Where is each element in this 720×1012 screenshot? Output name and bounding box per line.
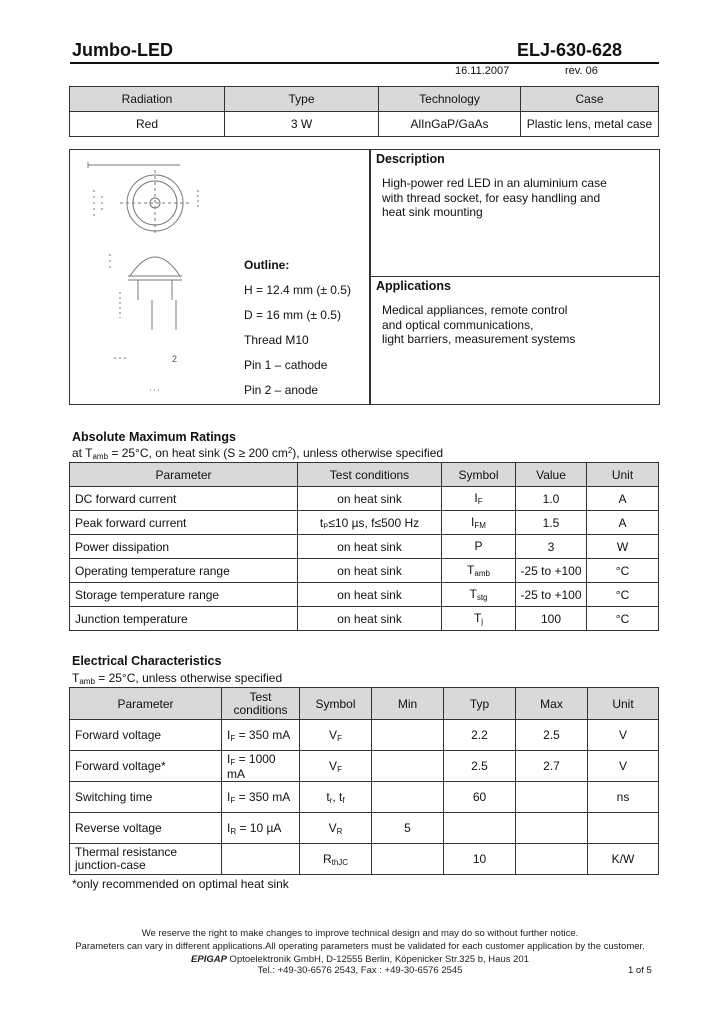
symbol-main: t: [326, 789, 330, 804]
abs-max-conditions: [72, 446, 443, 461]
document-revision: rev. 06: [565, 65, 598, 77]
electrical-row: [70, 720, 659, 751]
electrical-cond-prefix: T: [72, 671, 80, 685]
footer-parameters-note: Parameters can vary in different applications.All operating parameters must be validated for each customer application by the customer.: [75, 941, 645, 952]
electrical-symbol: [300, 782, 372, 813]
electrical-unit: V: [588, 751, 659, 782]
symbol-main-2: , t: [332, 789, 343, 804]
abs-max-unit: °C: [587, 583, 659, 607]
abs-max-cond-sup: 2: [287, 446, 293, 455]
abs-max-header-cell: Parameter: [70, 463, 298, 487]
abs-max-param: Junction temperature: [70, 607, 298, 631]
electrical-param: Forward voltage: [70, 720, 222, 751]
part-number: ELJ-630-628: [517, 40, 623, 60]
cond-post: = 350 mA: [235, 727, 291, 742]
abs-max-param: DC forward current: [70, 487, 298, 511]
summary-table: [69, 86, 659, 137]
electrical-min: [372, 844, 444, 875]
description-line: High-power red LED in an aluminium case: [382, 176, 607, 190]
summary-cell: Red: [70, 112, 225, 137]
symbol-sub: thJC: [331, 857, 349, 867]
electrical-table: [69, 687, 659, 875]
symbol-main: T: [469, 587, 477, 601]
summary-header-row: [70, 87, 659, 112]
footer-company: [0, 954, 720, 965]
electrical-cond: [222, 844, 300, 875]
description-title: Description: [376, 152, 445, 166]
description-line: with thread socket, for easy handling and: [382, 190, 601, 205]
cond-main: I: [227, 727, 231, 742]
symbol-sub: R: [336, 826, 343, 836]
abs-max-symbol: [442, 511, 516, 535]
electrical-symbol: [300, 813, 372, 844]
electrical-header-cell: Typ: [444, 688, 516, 720]
electrical-typ: 2.5: [444, 751, 516, 782]
abs-max-unit: W: [587, 535, 659, 559]
symbol-main: P: [474, 539, 483, 553]
abs-max-param: Storage temperature range: [70, 583, 298, 607]
cond-post: = 350 mA: [235, 789, 291, 804]
abs-max-header-cell: Unit: [587, 463, 659, 487]
outline-line: D = 16 mm (± 0.5): [244, 308, 341, 322]
document-date: 16.11.2007: [455, 65, 510, 77]
abs-max-cond: on heat sink: [298, 607, 442, 631]
abs-max-cond: tₚ≤10 µs, f≤500 Hz: [298, 511, 442, 535]
abs-max-unit: A: [587, 487, 659, 511]
abs-max-value: 3: [516, 535, 587, 559]
electrical-header-cell: Test conditions: [222, 688, 300, 720]
symbol-sub: FM: [474, 521, 486, 530]
applications-line: light barriers, measurement systems: [382, 332, 576, 346]
electrical-param: Thermal resistance junction-case: [70, 844, 222, 875]
abs-max-param: Peak forward current: [70, 511, 298, 535]
symbol-sub-2: f: [342, 795, 345, 805]
outline-line: Pin 1 – cathode: [244, 358, 328, 372]
electrical-symbol: [300, 751, 372, 782]
abs-max-cond-suffix: ), unless otherwise specified: [292, 446, 444, 460]
abs-max-cond-prefix: at T: [72, 446, 93, 460]
electrical-title: Electrical Characteristics: [72, 654, 222, 668]
cond-main: I: [227, 751, 231, 766]
footer-contact: Tel.: +49-30-6576 2543, Fax : +49-30-6576 2545: [257, 965, 463, 976]
abs-max-symbol: [442, 487, 516, 511]
abs-max-row: [70, 583, 659, 607]
electrical-cond: [222, 813, 300, 844]
electrical-min: 5: [372, 813, 444, 844]
abs-max-cond: on heat sink: [298, 583, 442, 607]
electrical-max: [516, 844, 588, 875]
abs-max-cond-sub: amb: [92, 452, 109, 461]
abs-max-symbol: [442, 607, 516, 631]
electrical-param: Reverse voltage: [70, 813, 222, 844]
symbol-main: V: [329, 758, 338, 773]
summary-row: [70, 112, 659, 137]
electrical-param: Switching time: [70, 782, 222, 813]
symbol-main: T: [467, 563, 475, 577]
applications-line: Medical appliances, remote control: [382, 303, 568, 317]
cond-sub: F: [230, 795, 236, 805]
electrical-row: [70, 782, 659, 813]
electrical-unit: ns: [588, 782, 659, 813]
electrical-cond: [222, 751, 300, 782]
electrical-row: [70, 813, 659, 844]
electrical-typ: 10: [444, 844, 516, 875]
applications-line: and optical communications,: [382, 317, 534, 332]
abs-max-title: Absolute Maximum Ratings: [72, 430, 236, 444]
cond-main: I: [227, 820, 231, 835]
summary-cell: AlInGaP/GaAs: [379, 112, 521, 137]
summary-header-cell: Case: [521, 87, 659, 112]
electrical-unit: [588, 813, 659, 844]
cond-sub: F: [230, 733, 236, 743]
abs-max-symbol: [442, 535, 516, 559]
footnote: *only recommended on optimal heat sink: [72, 877, 289, 891]
symbol-main: T: [473, 611, 482, 625]
description-line: heat sink mounting: [382, 205, 483, 219]
electrical-max: 2.7: [516, 751, 588, 782]
footer-disclaimer: We reserve the right to make changes to improve technical design and may do so without further notice.: [141, 928, 579, 939]
applications-text: [382, 303, 652, 347]
abs-max-value: 1.5: [516, 511, 587, 535]
abs-max-row: [70, 607, 659, 631]
abs-max-unit: °C: [587, 607, 659, 631]
abs-max-row: [70, 535, 659, 559]
abs-max-symbol: [442, 583, 516, 607]
cond-sub: R: [230, 826, 237, 836]
abs-max-value: -25 to +100: [516, 583, 587, 607]
abs-max-header-cell: Test conditions: [298, 463, 442, 487]
abs-max-value: 100: [516, 607, 587, 631]
electrical-symbol: [300, 844, 372, 875]
symbol-sub: F: [337, 764, 342, 774]
outline-line: H = 12.4 mm (± 0.5): [244, 283, 351, 297]
abs-max-param: Operating temperature range: [70, 559, 298, 583]
abs-max-value: -25 to +100: [516, 559, 587, 583]
abs-max-unit: °C: [587, 559, 659, 583]
electrical-unit: V: [588, 720, 659, 751]
description-text: [382, 176, 652, 220]
electrical-conditions: [72, 671, 282, 686]
summary-header-cell: Radiation: [70, 87, 225, 112]
page-number: 1 of 5: [628, 965, 652, 976]
cond-main: I: [227, 789, 231, 804]
product-line: Jumbo-LED: [72, 40, 173, 60]
abs-max-header-cell: Value: [516, 463, 587, 487]
abs-max-row: [70, 511, 659, 535]
electrical-header-cell: Max: [516, 688, 588, 720]
electrical-max: [516, 782, 588, 813]
applications-title: Applications: [376, 279, 452, 293]
outline-title: Outline:: [244, 258, 290, 272]
electrical-header-cell: Symbol: [300, 688, 372, 720]
symbol-main: I: [474, 491, 478, 505]
abs-max-row: [70, 487, 659, 511]
symbol-sub: r: [329, 795, 333, 805]
abs-max-value: 1.0: [516, 487, 587, 511]
abs-max-header-cell: Symbol: [442, 463, 516, 487]
electrical-max: 2.5: [516, 720, 588, 751]
symbol-sub: stg: [476, 593, 488, 602]
cond-post: = 10 µA: [236, 820, 282, 835]
abs-max-header-row: [70, 463, 659, 487]
outline-drawing: [80, 158, 220, 398]
outline-text: [244, 258, 364, 408]
abs-max-cond: on heat sink: [298, 559, 442, 583]
header-rule: [70, 62, 659, 64]
symbol-main: R: [322, 851, 332, 866]
summary-cell: Plastic lens, metal case: [521, 112, 659, 137]
company-name: EPIGAP: [191, 954, 227, 965]
electrical-row: [70, 751, 659, 782]
electrical-cond-sub: amb: [79, 677, 95, 686]
symbol-sub: F: [337, 733, 342, 743]
abs-max-param: Power dissipation: [70, 535, 298, 559]
summary-header-cell: Type: [225, 87, 379, 112]
abs-max-cond-mid: = 25°C, on heat sink (S ≥ 200 cm: [108, 446, 288, 460]
electrical-cond-suffix: = 25°C, unless otherwise specified: [94, 671, 283, 685]
summary-header-cell: Technology: [379, 87, 521, 112]
electrical-max: [516, 813, 588, 844]
abs-max-row: [70, 559, 659, 583]
electrical-min: [372, 720, 444, 751]
abs-max-cond: on heat sink: [298, 487, 442, 511]
abs-max-cond: on heat sink: [298, 535, 442, 559]
electrical-typ: 60: [444, 782, 516, 813]
cond-sub: F: [230, 757, 236, 767]
abs-max-symbol: [442, 559, 516, 583]
electrical-header-row: [70, 688, 659, 720]
symbol-sub: amb: [474, 569, 490, 578]
symbol-sub: j: [481, 617, 484, 626]
electrical-min: [372, 751, 444, 782]
electrical-cond: [222, 720, 300, 751]
electrical-header-cell: Unit: [588, 688, 659, 720]
abs-max-unit: A: [587, 511, 659, 535]
cond-post: = 1000 mA: [227, 751, 276, 781]
summary-cell: 3 W: [225, 112, 379, 137]
symbol-main: V: [329, 727, 338, 742]
symbol-main: I: [471, 515, 475, 529]
electrical-header-cell: Min: [372, 688, 444, 720]
electrical-min: [372, 782, 444, 813]
electrical-header-cell: Parameter: [70, 688, 222, 720]
electrical-row: [70, 844, 659, 875]
electrical-param: Forward voltage*: [70, 751, 222, 782]
electrical-symbol: [300, 720, 372, 751]
drawing-pin-label: 2: [172, 354, 178, 364]
electrical-typ: [444, 813, 516, 844]
electrical-unit: K/W: [588, 844, 659, 875]
abs-max-table: [69, 462, 659, 631]
info-divider: [370, 276, 659, 277]
electrical-cond: [222, 782, 300, 813]
symbol-sub: F: [477, 497, 483, 506]
electrical-typ: 2.2: [444, 720, 516, 751]
outline-line: Thread M10: [244, 333, 309, 347]
symbol-main: V: [328, 820, 337, 835]
outline-line: Pin 2 – anode: [244, 383, 319, 397]
company-address: Optoelektronik GmbH, D-12555 Berlin, Köpenicker Str.325 b, Haus 201: [226, 954, 529, 965]
